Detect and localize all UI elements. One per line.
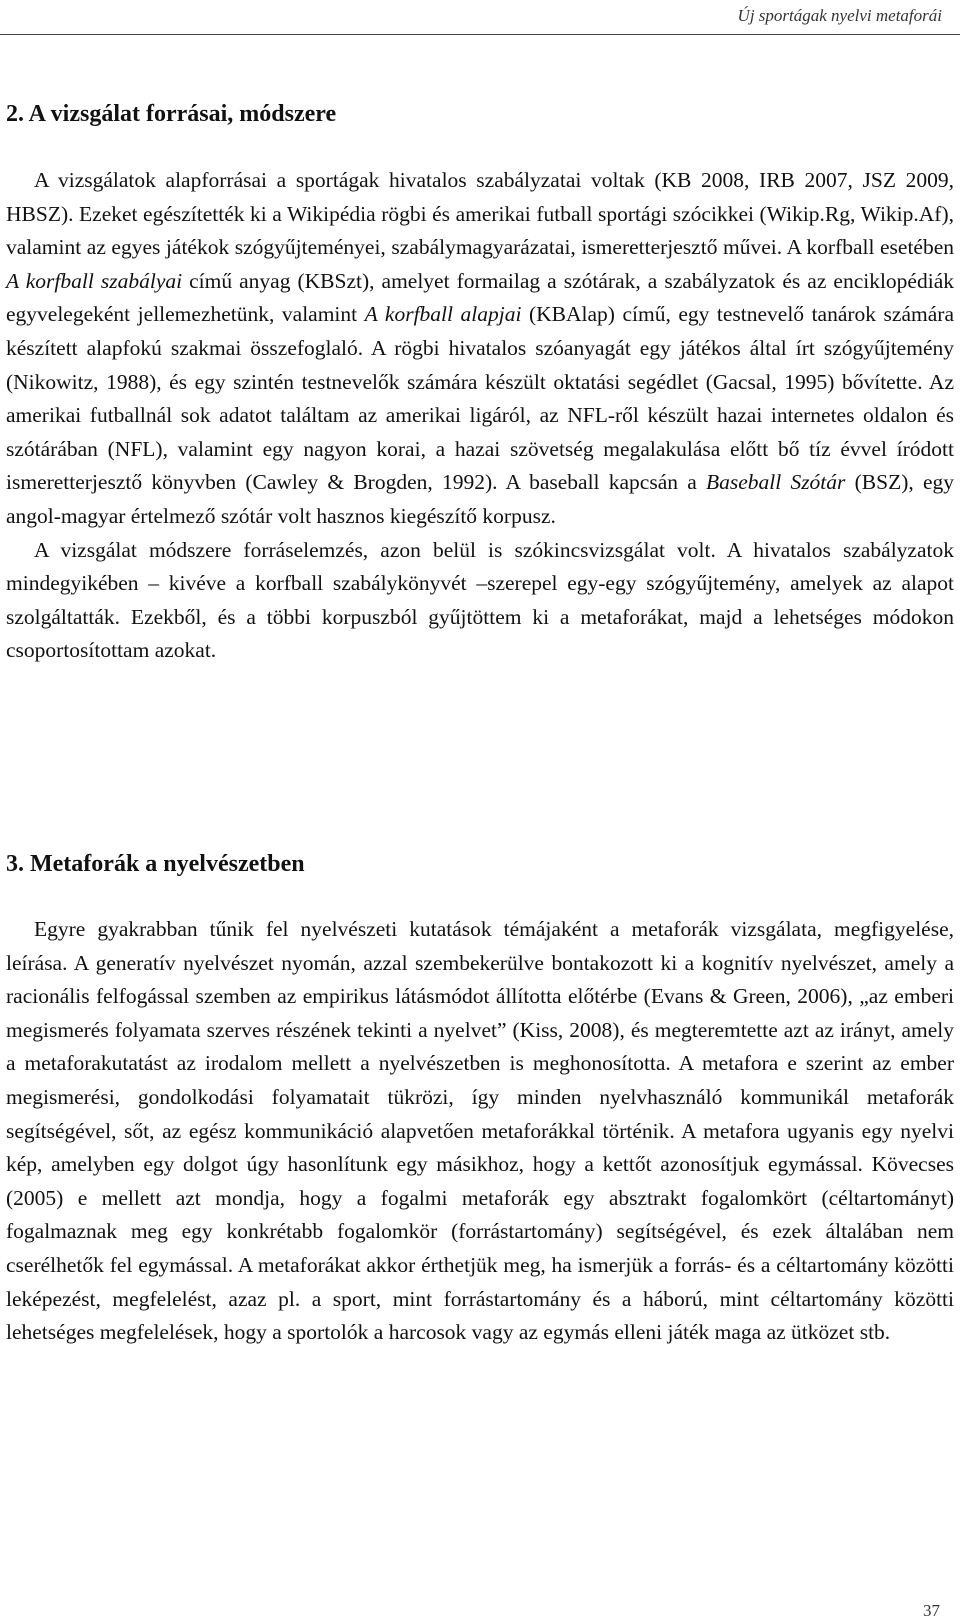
section-3: [6, 849, 954, 879]
section-2-paragraph-1: [6, 164, 954, 534]
section-2-body: [6, 164, 954, 668]
section-2: [6, 99, 954, 129]
page-number: 37: [923, 1601, 940, 1620]
section-3-heading: 3. Metaforák a nyelvészetben: [6, 851, 305, 877]
text-run: A vizsgálatok alapforrásai a sportágak hivatalos szabályzatai voltak (KB 2008, IRB 2007, JSZ 2009, HBSZ). Ezeket egészítették ki a Wikipédia rögbi és amerikai futball sportági szócikkei (Wikip.Rg, Wikip.Af), valamint az egyes játékok szógyűjteményei, szabálymagyarázatai, ismeretterjesztő művei. A korfball esetében: [6, 168, 954, 260]
section-3-body: [6, 913, 954, 1350]
italic-title-run: Baseball Szótár: [705, 470, 846, 495]
text-run: (KBAlap) című, egy testnevelő tanárok számára készített alapfokú szakmai összefoglaló. A rögbi hivatalos szóanyagát egy játékos által írt szógyűjtemény (Nikowitz, 1988), és egy szintén testnevelők számára készült oktatási segédlet (Gacsal, 1995) bővítette. Az amerikai futballnál sok adatot találtam az amerikai ligáról, az NFL-ről készült hazai internetes oldalon és szótárában (NFL), valamint egy nagyon korai, a hazai szövetség megalakulása előtt bő tíz évvel íródott ismeretterjesztő könyvben (Cawley & Brogden, 1992). A baseball kapcsán a: [6, 302, 954, 495]
running-title: Új sportágak nyelvi metaforái: [737, 6, 942, 25]
section-2-heading: 2. A vizsgálat forrásai, módszere: [6, 101, 337, 127]
section-3-paragraph-1: Egyre gyakrabban tűnik fel nyelvészeti kutatások témájaként a metaforák vizsgálata, megfigyelése, leírása. A generatív nyelvészet nyomán, azzal szembekerülve bontakozott ki a kognitív nyelvészet, amely a racionális felfogással szemben az empirikus látásmódot állította előtérbe (Evans & Green, 2006), „az emberi megismerés folyamata szerves részének tekinti a nyelvet” (Kiss, 2008), és megteremtette azt az irányt, amely a metaforakutatást az irodalom mellett a nyelvészetben is meghonosította. A metafora e szerint az ember megismerési, gondolkodási folyamatait tükrözi, így minden nyelvhasználó kommunikál metaforák segítségével, sőt, az egész kommunikáció alapvetően metaforákkal történik. A metafora ugyanis egy nyelvi kép, amelyben egy dolgot úgy hasonlítunk egy másikhoz, hogy a kettőt azonosítjuk egymással. Kövecses (2005) e mellett azt mondja, hogy a fogalmi metaforák egy absztrakt fogalomkört (céltartományt) fogalmaznak meg egy konkrétabb fogalomkör (forrástartomány) segítségével, és ezek általában nem cserélhetők fel egymással. A metaforákat akkor érthetjük meg, ha ismerjük a forrás- és a céltartomány közötti leképezést, megfelelést, azaz pl. a sport, mint forrástartomány és a háború, mint céltartomány közötti lehetséges megfelelések, hogy a sportolók a harcosok vagy az egymás elleni játék maga az ütközet stb.: [6, 917, 954, 1345]
italic-title-run: A korfball alapjai: [364, 302, 522, 327]
text-run: (BSZ), egy angol-magyar értelmező szótár volt hasznos kiegészítő korpusz.: [6, 470, 955, 528]
section-2-paragraph-2: A vizsgálat módszere forráselemzés, azon belül is szókincsvizsgálat volt. A hivatalos szabályzatok mindegyikében – kivéve a korfball szabálykönyvét –szerepel egy-egy szógyűjtemény, amelyek az alapot szolgáltatták. Ezekből, és a többi korpuszból gyűjtöttem ki a metaforákat, majd a lehetséges módokon csoportosítottam azokat.: [6, 537, 954, 663]
header-rule: [0, 34, 960, 35]
text-run: című anyag (KBSzt), amelyet formailag a szótárak, a szabályzatok és az enciklopédiák egyvelegeként jellemezhetünk, valamint: [6, 268, 954, 327]
italic-title-run: A korfball szabályai: [6, 268, 183, 293]
